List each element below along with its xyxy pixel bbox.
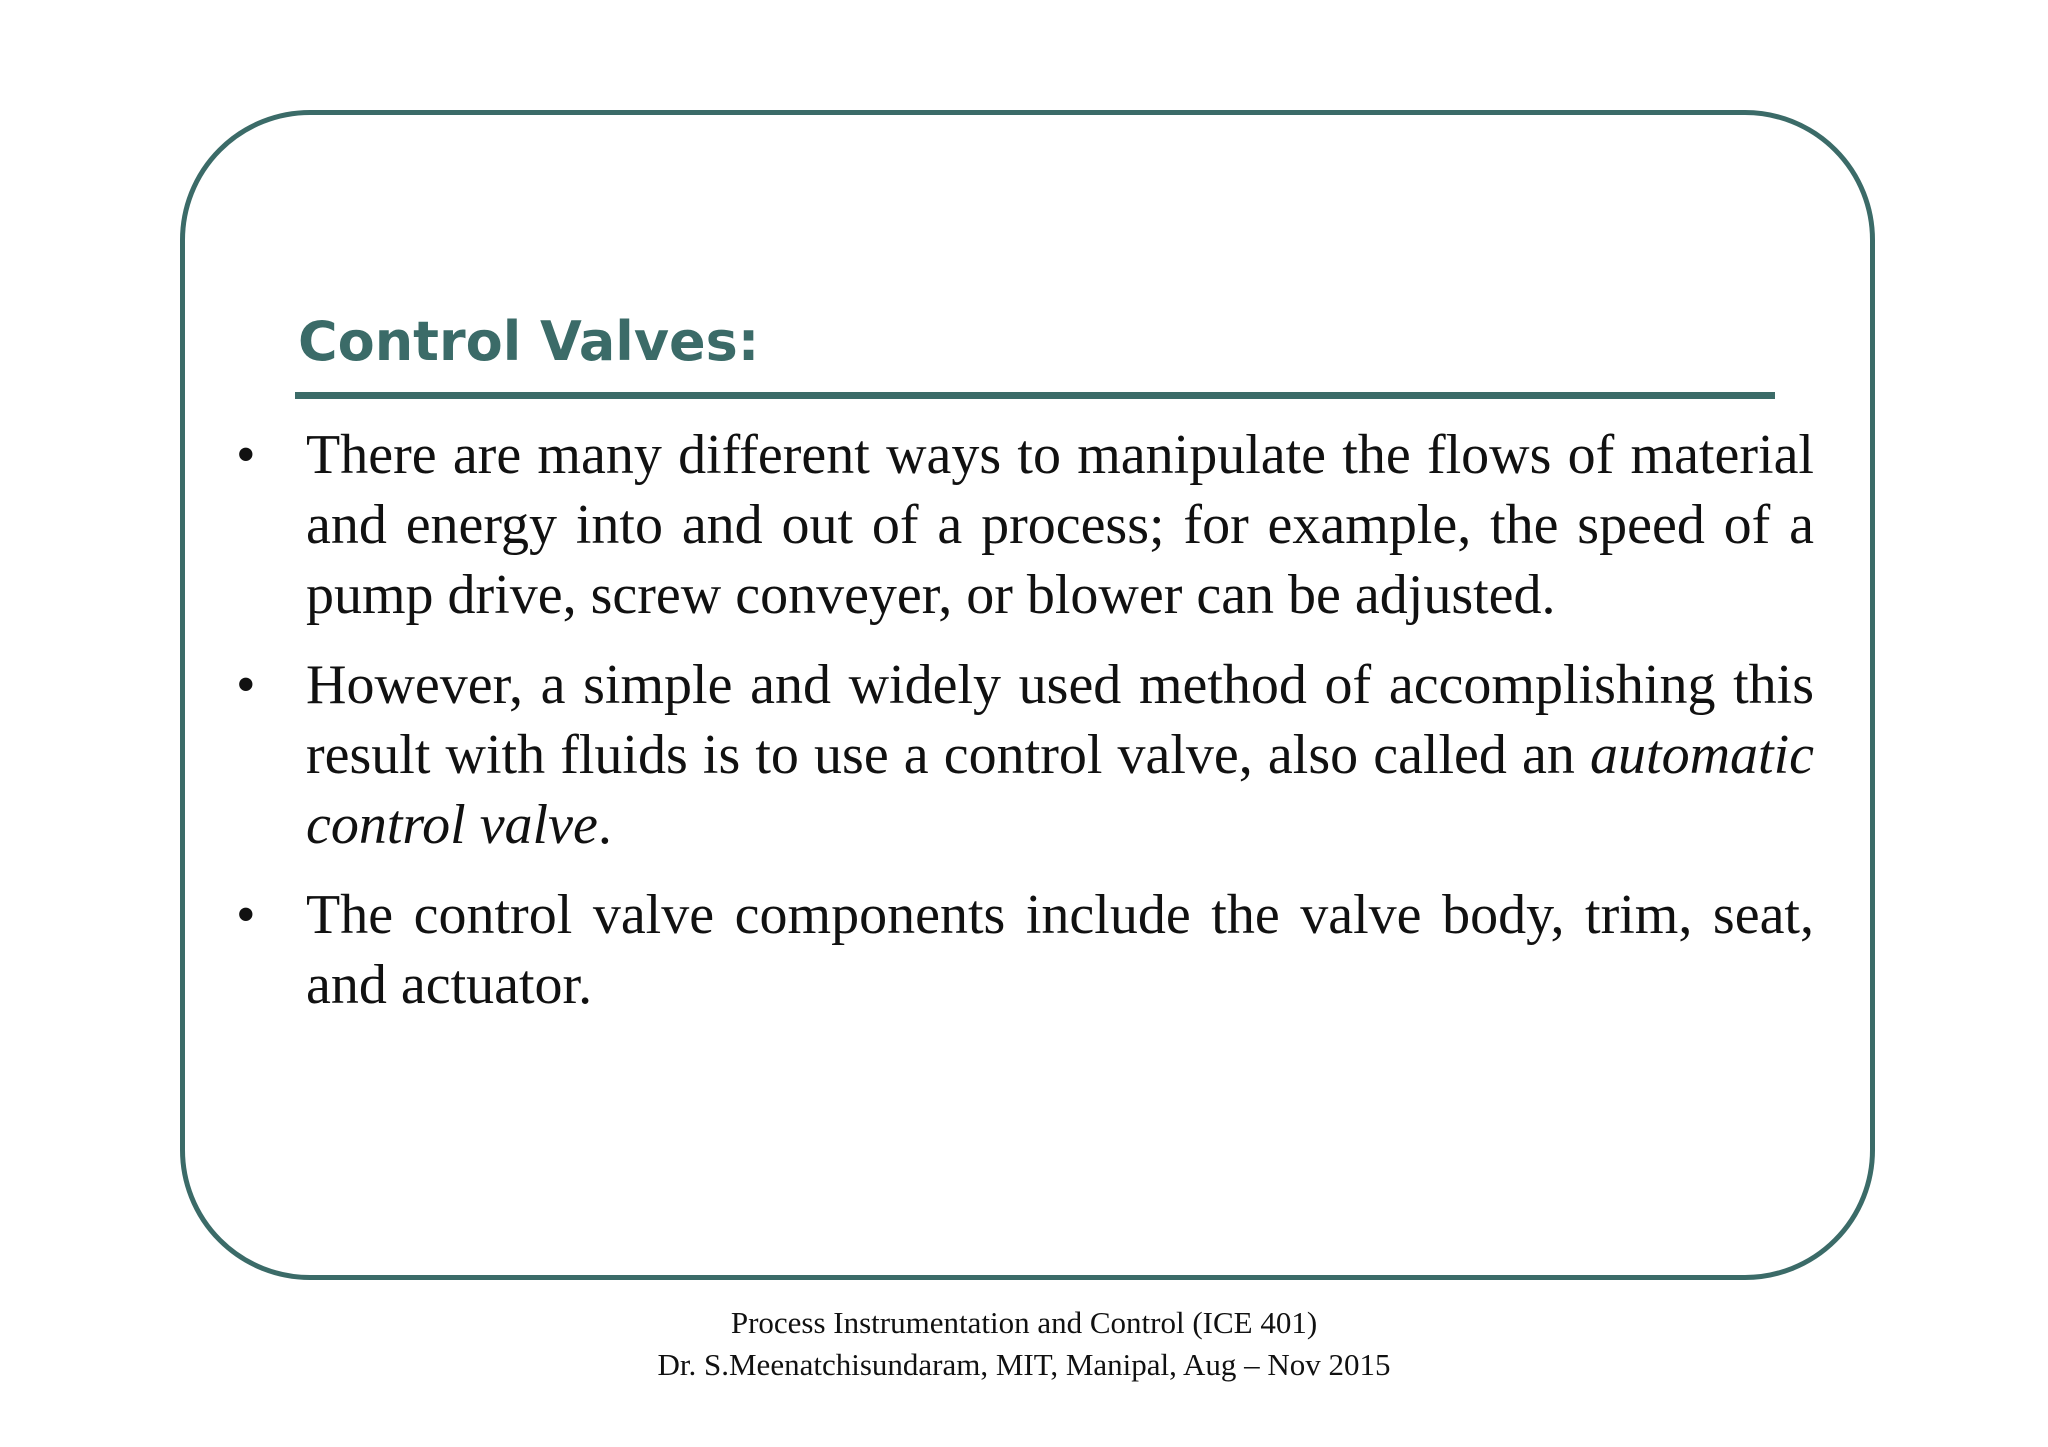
bullet-marker: • bbox=[236, 654, 256, 716]
bullet-item-3 bbox=[232, 880, 1814, 1020]
slide-title: Control Valves: bbox=[298, 310, 760, 373]
footer-author: Dr. S.Meenatchisundaram, MIT, Manipal, Aug – Nov 2015 bbox=[657, 1347, 1391, 1382]
bullet-marker: • bbox=[236, 884, 256, 946]
bullet-text: There are many different ways to manipulate the flows of material and energy into and out of a process; for example, the speed of a pump drive, screw conveyer, or blower can be adjusted. bbox=[306, 424, 1814, 626]
title-underline bbox=[295, 392, 1775, 399]
bullet-text: The control valve components include the valve body, trim, seat, and actuator. bbox=[306, 884, 1814, 1016]
bullet-item-1 bbox=[232, 420, 1814, 630]
bullet-list bbox=[232, 420, 1814, 1040]
bullet-text: However, a simple and widely used method of accomplishing this result with fluids is to use a control valve, also called an bbox=[306, 654, 1814, 786]
bullet-suffix: . bbox=[597, 794, 612, 856]
bullet-marker: • bbox=[236, 424, 256, 486]
slide-footer bbox=[0, 1302, 2048, 1386]
bullet-emphasis: automatic control valve bbox=[306, 724, 1814, 856]
bullet-item-2 bbox=[232, 650, 1814, 860]
footer-course: Process Instrumentation and Control (ICE 401) bbox=[730, 1305, 1318, 1340]
